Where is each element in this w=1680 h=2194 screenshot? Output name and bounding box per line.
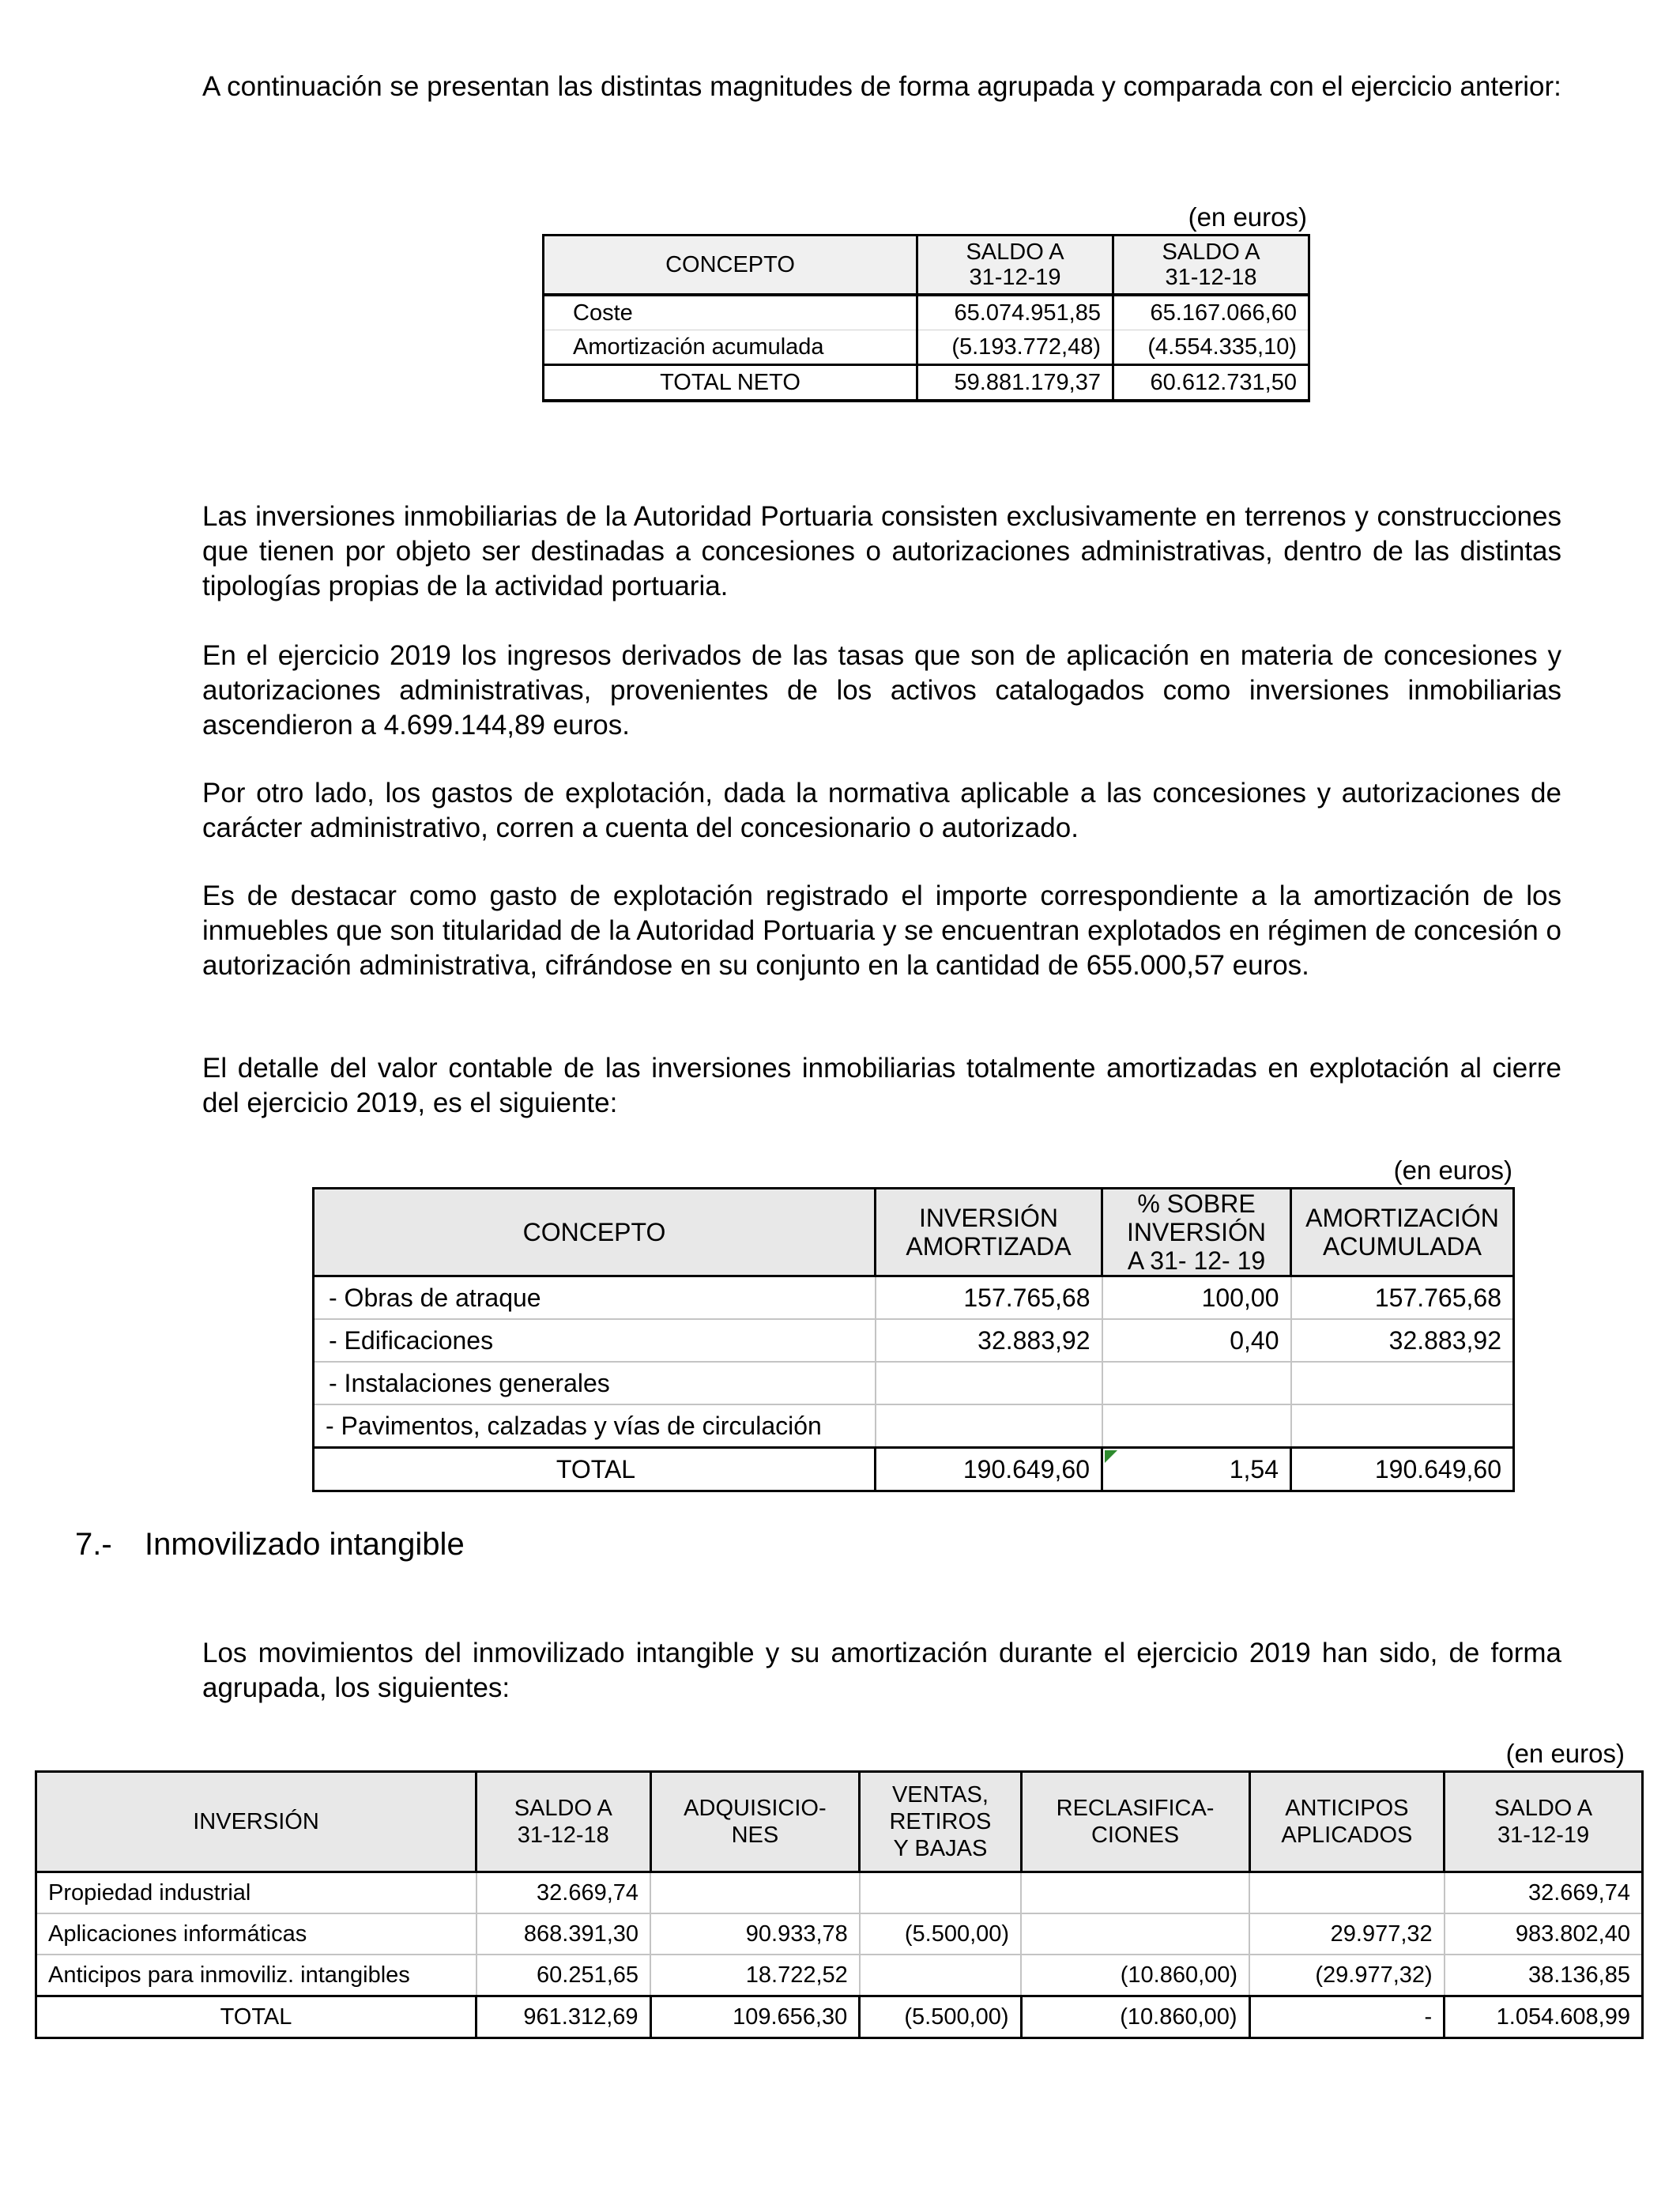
table-row bbox=[314, 1319, 1514, 1362]
total-label: TOTAL bbox=[314, 1448, 876, 1491]
row-value: 32.669,74 bbox=[1445, 1872, 1643, 1914]
table-row bbox=[544, 330, 1309, 365]
table-balance-summary bbox=[542, 234, 1310, 402]
total-value: - bbox=[1249, 1996, 1445, 2038]
total-value: (5.500,00) bbox=[860, 1996, 1021, 2038]
row-value: (5.193.772,48) bbox=[917, 330, 1113, 365]
header-saldo-2018: SALDO A 31-12-18 bbox=[1113, 236, 1309, 296]
row-value: 157.765,68 bbox=[1291, 1276, 1514, 1320]
header-porcentaje: % SOBRE INVERSIÓN A 31- 12- 19 bbox=[1102, 1189, 1291, 1276]
table-row bbox=[36, 1872, 1643, 1914]
paragraph-amortizacion: Es de destacar como gasto de explotación registrado el importe correspondiente a la amortización de los inmuebles que son titularidad de la Autoridad Portuaria y se encuentran explotados en régimen de concesión o autorización administrativa, cifrándose en su conjunto en la cantidad de 655.000,57 euros. bbox=[202, 880, 1561, 981]
header-concepto: CONCEPTO bbox=[544, 236, 917, 296]
header-saldo-2019: SALDO A 31-12-19 bbox=[917, 236, 1113, 296]
row-value: 32.669,74 bbox=[477, 1872, 651, 1914]
row-value: (5.500,00) bbox=[860, 1913, 1021, 1955]
table-header-row bbox=[36, 1772, 1643, 1872]
section-heading bbox=[75, 1527, 465, 1563]
table-header-row bbox=[314, 1189, 1514, 1276]
table-row bbox=[314, 1276, 1514, 1320]
row-concept: Anticipos para inmoviliz. intangibles bbox=[36, 1955, 477, 1996]
total-value: 1.054.608,99 bbox=[1445, 1996, 1643, 2038]
row-concept: - Instalaciones generales bbox=[314, 1362, 876, 1404]
row-concept: - Pavimentos, calzadas y vías de circulación bbox=[314, 1404, 876, 1448]
total-value: 60.612.731,50 bbox=[1113, 365, 1309, 401]
table3-unit: (en euros) bbox=[1505, 1739, 1625, 1768]
paragraph-gastos: Por otro lado, los gastos de explotación, dada la normativa aplicable a las concesiones y autorizaciones de carácter administrativo, corren a cuenta del concesionario o autorizado. bbox=[202, 778, 1561, 843]
row-value bbox=[860, 1955, 1021, 1996]
row-value bbox=[1102, 1404, 1291, 1448]
total-row bbox=[36, 1996, 1643, 2038]
row-value: 0,40 bbox=[1102, 1319, 1291, 1362]
table-row bbox=[36, 1955, 1643, 1996]
row-value: 60.251,65 bbox=[477, 1955, 651, 1996]
total-row bbox=[314, 1448, 1514, 1491]
row-value: 157.765,68 bbox=[876, 1276, 1102, 1320]
header-concepto: CONCEPTO bbox=[314, 1189, 876, 1276]
table-row bbox=[544, 295, 1309, 330]
header-reclasificaciones: RECLASIFICA- CIONES bbox=[1021, 1772, 1249, 1872]
total-row bbox=[544, 365, 1309, 401]
row-value bbox=[1021, 1872, 1249, 1914]
total-label: TOTAL bbox=[36, 1996, 477, 2038]
row-value: 18.722,52 bbox=[650, 1955, 860, 1996]
table-intangible-movements bbox=[35, 1770, 1644, 2039]
total-value: 190.649,60 bbox=[1291, 1448, 1514, 1491]
row-value bbox=[876, 1362, 1102, 1404]
row-concept: - Edificaciones bbox=[314, 1319, 876, 1362]
total-percentage: 1,54 bbox=[1229, 1454, 1279, 1483]
total-value: 961.312,69 bbox=[477, 1996, 651, 2038]
row-concept: Aplicaciones informáticas bbox=[36, 1913, 477, 1955]
intro-paragraph: A continuación se presentan las distintas magnitudes de forma agrupada y comparada con el ejercicio anterior: bbox=[202, 71, 1561, 102]
row-value bbox=[860, 1872, 1021, 1914]
table2-unit: (en euros) bbox=[1393, 1155, 1512, 1185]
paragraph-ingresos: En el ejercicio 2019 los ingresos derivados de las tasas que son de aplicación en materia de concesiones y autorizaciones administrativas, provenientes de los activos catalogados como inversiones inmobiliarias ascendieron a 4.699.144,89 euros. bbox=[202, 640, 1561, 741]
section-title: Inmovilizado intangible bbox=[145, 1527, 465, 1562]
table-row bbox=[314, 1404, 1514, 1448]
row-value: 868.391,30 bbox=[477, 1913, 651, 1955]
row-value bbox=[1291, 1404, 1514, 1448]
paragraph-detalle: El detalle del valor contable de las inversiones inmobiliarias totalmente amortizadas en explotación al cierre del ejercicio 2019, es el siguiente: bbox=[202, 1053, 1561, 1118]
header-adquisiciones: ADQUISICIO- NES bbox=[650, 1772, 860, 1872]
row-value bbox=[1021, 1913, 1249, 1955]
row-value: 65.167.066,60 bbox=[1113, 295, 1309, 330]
header-inversion-amortizada: INVERSIÓN AMORTIZADA bbox=[876, 1189, 1102, 1276]
row-value bbox=[876, 1404, 1102, 1448]
row-concept: Coste bbox=[544, 295, 917, 330]
row-value bbox=[1291, 1362, 1514, 1404]
row-concept: - Obras de atraque bbox=[314, 1276, 876, 1320]
total-value: 109.656,30 bbox=[650, 1996, 860, 2038]
section-number: 7.- bbox=[75, 1527, 112, 1562]
header-anticipos-aplicados: ANTICIPOS APLICADOS bbox=[1249, 1772, 1445, 1872]
total-value bbox=[1102, 1448, 1291, 1491]
row-value: 32.883,92 bbox=[876, 1319, 1102, 1362]
row-value: 90.933,78 bbox=[650, 1913, 860, 1955]
row-value: 65.074.951,85 bbox=[917, 295, 1113, 330]
row-value bbox=[1102, 1362, 1291, 1404]
table-row bbox=[36, 1913, 1643, 1955]
paragraph-inversiones: Las inversiones inmobiliarias de la Autoridad Portuaria consisten exclusivamente en terrenos y construcciones que tienen por objeto ser destinadas a concesiones o autorizaciones administrativas, dentro de las distintas tipologías propias de la actividad portuaria. bbox=[202, 501, 1561, 601]
table1-unit: (en euros) bbox=[1188, 202, 1307, 232]
header-amortizacion-acumulada: AMORTIZACIÓN ACUMULADA bbox=[1291, 1189, 1514, 1276]
header-ventas-retiros-bajas: VENTAS, RETIROS Y BAJAS bbox=[860, 1772, 1021, 1872]
header-saldo-2018: SALDO A 31-12-18 bbox=[477, 1772, 651, 1872]
total-value: 190.649,60 bbox=[876, 1448, 1102, 1491]
row-value bbox=[1249, 1872, 1445, 1914]
row-value: (4.554.335,10) bbox=[1113, 330, 1309, 365]
row-concept: Propiedad industrial bbox=[36, 1872, 477, 1914]
total-value: (10.860,00) bbox=[1021, 1996, 1249, 2038]
total-value: 59.881.179,37 bbox=[917, 365, 1113, 401]
row-value: 983.802,40 bbox=[1445, 1913, 1643, 1955]
total-label: TOTAL NETO bbox=[544, 365, 917, 401]
row-value: (10.860,00) bbox=[1021, 1955, 1249, 1996]
row-value: (29.977,32) bbox=[1249, 1955, 1445, 1996]
table-header-row bbox=[544, 236, 1309, 296]
row-value: 100,00 bbox=[1102, 1276, 1291, 1320]
row-value bbox=[650, 1872, 860, 1914]
row-value: 32.883,92 bbox=[1291, 1319, 1514, 1362]
section-intro-paragraph: Los movimientos del inmovilizado intangible y su amortización durante el ejercicio 2019 han sido, de forma agrupada, los siguientes: bbox=[202, 1638, 1561, 1703]
header-saldo-2019: SALDO A 31-12-19 bbox=[1445, 1772, 1643, 1872]
table-row bbox=[314, 1362, 1514, 1404]
table-fully-amortized bbox=[312, 1187, 1515, 1492]
header-inversion: INVERSIÓN bbox=[36, 1772, 477, 1872]
row-value: 29.977,32 bbox=[1249, 1913, 1445, 1955]
row-concept: Amortización acumulada bbox=[544, 330, 917, 365]
row-value: 38.136,85 bbox=[1445, 1955, 1643, 1996]
comment-marker-icon bbox=[1105, 1450, 1117, 1463]
